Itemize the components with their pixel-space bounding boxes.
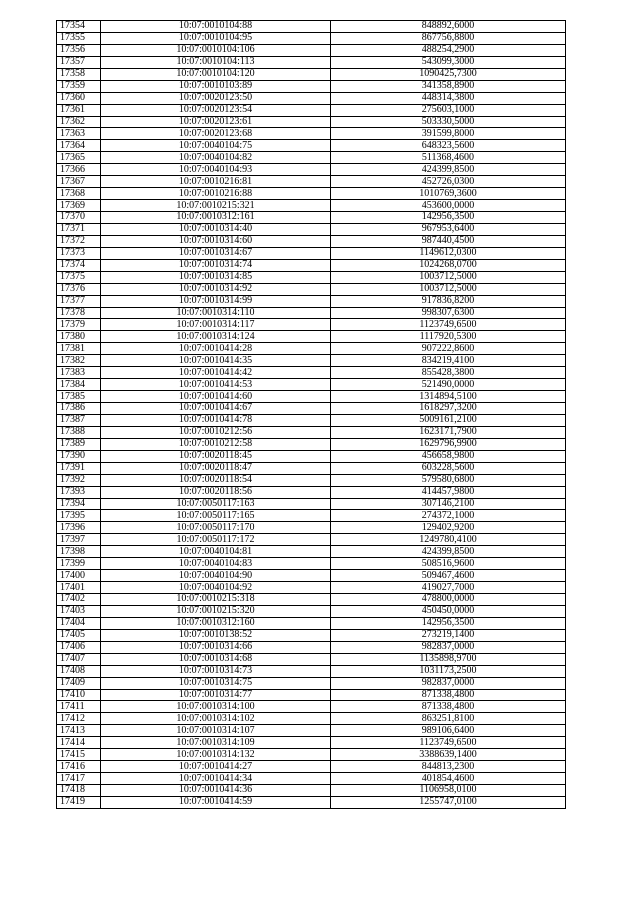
table-row — [57, 510, 566, 522]
row-number-cell: 17402 — [57, 594, 101, 606]
value-cell: 456658,9800 — [331, 450, 566, 462]
value-cell: 511368,4600 — [331, 152, 566, 164]
row-number-cell: 17398 — [57, 546, 101, 558]
table-row — [57, 44, 566, 56]
value-cell: 424399,8500 — [331, 164, 566, 176]
value-cell: 273219,1400 — [331, 629, 566, 641]
table-row — [57, 271, 566, 283]
table-row — [57, 32, 566, 44]
row-number-cell: 17384 — [57, 379, 101, 391]
table-row — [57, 677, 566, 689]
row-number-cell: 17370 — [57, 212, 101, 224]
row-number-cell: 17397 — [57, 534, 101, 546]
cadastral-number-cell: 10:07:0010212:56 — [101, 426, 331, 438]
cadastral-number-cell: 10:07:0010215:321 — [101, 200, 331, 212]
value-cell: 998307,6300 — [331, 307, 566, 319]
cadastral-number-cell: 10:07:0040104:93 — [101, 164, 331, 176]
value-cell: 488254,2900 — [331, 44, 566, 56]
value-cell: 987440,4500 — [331, 235, 566, 247]
cadastral-number-cell: 10:07:0010314:117 — [101, 319, 331, 331]
cadastral-number-cell: 10:07:0020118:47 — [101, 462, 331, 474]
cadastral-number-cell: 10:07:0010414:53 — [101, 379, 331, 391]
table-row — [57, 785, 566, 797]
cadastral-number-cell: 10:07:0010414:59 — [101, 796, 331, 808]
row-number-cell: 17407 — [57, 653, 101, 665]
value-cell: 401854,4600 — [331, 773, 566, 785]
value-cell: 307146,2100 — [331, 498, 566, 510]
table-row — [57, 773, 566, 785]
value-cell: 1123749,6500 — [331, 737, 566, 749]
row-number-cell: 17412 — [57, 713, 101, 725]
value-cell: 3388639,1400 — [331, 749, 566, 761]
value-cell: 855428,3800 — [331, 367, 566, 379]
cadastral-number-cell: 10:07:0010314:110 — [101, 307, 331, 319]
value-cell: 1090425,7300 — [331, 68, 566, 80]
table-row — [57, 713, 566, 725]
table-row — [57, 534, 566, 546]
row-number-cell: 17364 — [57, 140, 101, 152]
value-cell: 129402,9200 — [331, 522, 566, 534]
cadastral-number-cell: 10:07:0020123:61 — [101, 116, 331, 128]
row-number-cell: 17393 — [57, 486, 101, 498]
cadastral-number-cell: 10:07:0020118:45 — [101, 450, 331, 462]
table-row — [57, 307, 566, 319]
cadastral-number-cell: 10:07:0040104:81 — [101, 546, 331, 558]
value-cell: 142956,3500 — [331, 617, 566, 629]
value-cell: 1031173,2500 — [331, 665, 566, 677]
cadastral-number-cell: 10:07:0050117:165 — [101, 510, 331, 522]
value-cell: 142956,3500 — [331, 212, 566, 224]
cadastral-number-cell: 10:07:0020123:50 — [101, 92, 331, 104]
row-number-cell: 17388 — [57, 426, 101, 438]
value-cell: 844813,2300 — [331, 761, 566, 773]
value-cell: 982837,0000 — [331, 641, 566, 653]
row-number-cell: 17354 — [57, 21, 101, 33]
value-cell: 453600,0000 — [331, 200, 566, 212]
value-cell: 414457,9800 — [331, 486, 566, 498]
table-row — [57, 474, 566, 486]
row-number-cell: 17356 — [57, 44, 101, 56]
row-number-cell: 17406 — [57, 641, 101, 653]
row-number-cell: 17401 — [57, 582, 101, 594]
cadastral-number-cell: 10:07:0050117:170 — [101, 522, 331, 534]
table-row — [57, 140, 566, 152]
table-row — [57, 247, 566, 259]
cadastral-number-cell: 10:07:0010314:107 — [101, 725, 331, 737]
row-number-cell: 17403 — [57, 605, 101, 617]
table-row — [57, 80, 566, 92]
value-cell: 1249780,4100 — [331, 534, 566, 546]
value-cell: 503330,5000 — [331, 116, 566, 128]
row-number-cell: 17395 — [57, 510, 101, 522]
value-cell: 1629796,9900 — [331, 438, 566, 450]
value-cell: 1024268,0700 — [331, 259, 566, 271]
value-cell: 274372,1000 — [331, 510, 566, 522]
table-row — [57, 558, 566, 570]
row-number-cell: 17371 — [57, 223, 101, 235]
value-cell: 1623171,7900 — [331, 426, 566, 438]
row-number-cell: 17385 — [57, 391, 101, 403]
table-row — [57, 355, 566, 367]
value-cell: 1255747,0100 — [331, 796, 566, 808]
value-cell: 1010769,3600 — [331, 188, 566, 200]
value-cell: 871338,4800 — [331, 689, 566, 701]
row-number-cell: 17392 — [57, 474, 101, 486]
row-number-cell: 17359 — [57, 80, 101, 92]
table-row — [57, 367, 566, 379]
value-cell: 521490,0000 — [331, 379, 566, 391]
table-row — [57, 546, 566, 558]
cadastral-number-cell: 10:07:0010414:78 — [101, 414, 331, 426]
table-row — [57, 403, 566, 415]
row-number-cell: 17380 — [57, 331, 101, 343]
value-cell: 341358,8900 — [331, 80, 566, 92]
cadastral-number-cell: 10:07:0010314:60 — [101, 235, 331, 247]
table-body — [57, 21, 566, 809]
table-row — [57, 212, 566, 224]
value-cell: 478800,0000 — [331, 594, 566, 606]
table-row — [57, 653, 566, 665]
table-row — [57, 761, 566, 773]
row-number-cell: 17379 — [57, 319, 101, 331]
value-cell: 603228,5600 — [331, 462, 566, 474]
table-row — [57, 450, 566, 462]
row-number-cell: 17417 — [57, 773, 101, 785]
row-number-cell: 17355 — [57, 32, 101, 44]
value-cell: 391599,8000 — [331, 128, 566, 140]
row-number-cell: 17405 — [57, 629, 101, 641]
table-row — [57, 343, 566, 355]
table-row — [57, 665, 566, 677]
table-row — [57, 104, 566, 116]
row-number-cell: 17358 — [57, 68, 101, 80]
cadastral-number-cell: 10:07:0010314:85 — [101, 271, 331, 283]
table-row — [57, 689, 566, 701]
row-number-cell: 17408 — [57, 665, 101, 677]
value-cell: 863251,8100 — [331, 713, 566, 725]
cadastral-number-cell: 10:07:0010414:36 — [101, 785, 331, 797]
row-number-cell: 17375 — [57, 271, 101, 283]
row-number-cell: 17372 — [57, 235, 101, 247]
value-cell: 1106958,0100 — [331, 785, 566, 797]
table-row — [57, 379, 566, 391]
table-row — [57, 235, 566, 247]
table-row — [57, 200, 566, 212]
row-number-cell: 17409 — [57, 677, 101, 689]
cadastral-number-cell: 10:07:0010314:99 — [101, 295, 331, 307]
value-cell: 1314894,5100 — [331, 391, 566, 403]
cadastral-number-cell: 10:07:0010216:88 — [101, 188, 331, 200]
row-number-cell: 17365 — [57, 152, 101, 164]
cadastral-number-cell: 10:07:0020123:68 — [101, 128, 331, 140]
cadastral-number-cell: 10:07:0010414:60 — [101, 391, 331, 403]
table-row — [57, 223, 566, 235]
value-cell: 989106,6400 — [331, 725, 566, 737]
value-cell: 5009161,2100 — [331, 414, 566, 426]
row-number-cell: 17400 — [57, 570, 101, 582]
table-row — [57, 570, 566, 582]
value-cell: 452726,0300 — [331, 176, 566, 188]
cadastral-number-cell: 10:07:0010215:318 — [101, 594, 331, 606]
table-row — [57, 594, 566, 606]
cadastral-number-cell: 10:07:0010314:100 — [101, 701, 331, 713]
value-cell: 1003712,5000 — [331, 283, 566, 295]
cadastral-number-cell: 10:07:0010104:120 — [101, 68, 331, 80]
table-row — [57, 188, 566, 200]
value-cell: 1123749,6500 — [331, 319, 566, 331]
cadastral-number-cell: 10:07:0010314:92 — [101, 283, 331, 295]
table-row — [57, 582, 566, 594]
cadastral-number-cell: 10:07:0010414:28 — [101, 343, 331, 355]
cadastral-number-cell: 10:07:0010138:52 — [101, 629, 331, 641]
cadastral-number-cell: 10:07:0010312:161 — [101, 212, 331, 224]
value-cell: 648323,5600 — [331, 140, 566, 152]
row-number-cell: 17394 — [57, 498, 101, 510]
cadastral-number-cell: 10:07:0010215:320 — [101, 605, 331, 617]
table-row — [57, 92, 566, 104]
value-cell: 982837,0000 — [331, 677, 566, 689]
row-number-cell: 17381 — [57, 343, 101, 355]
cadastral-number-cell: 10:07:0010314:124 — [101, 331, 331, 343]
table-row — [57, 56, 566, 68]
cadastral-number-cell: 10:07:0010314:68 — [101, 653, 331, 665]
cadastral-value-table — [56, 20, 566, 809]
cadastral-number-cell: 10:07:0050117:172 — [101, 534, 331, 546]
row-number-cell: 17376 — [57, 283, 101, 295]
cadastral-number-cell: 10:07:0010104:106 — [101, 44, 331, 56]
table-row — [57, 319, 566, 331]
cadastral-number-cell: 10:07:0010314:102 — [101, 713, 331, 725]
cadastral-number-cell: 10:07:0010104:95 — [101, 32, 331, 44]
row-number-cell: 17373 — [57, 247, 101, 259]
row-number-cell: 17416 — [57, 761, 101, 773]
row-number-cell: 17386 — [57, 403, 101, 415]
row-number-cell: 17413 — [57, 725, 101, 737]
value-cell: 834219,4100 — [331, 355, 566, 367]
table-row — [57, 176, 566, 188]
cadastral-number-cell: 10:07:0010314:132 — [101, 749, 331, 761]
row-number-cell: 17357 — [57, 56, 101, 68]
table-row — [57, 283, 566, 295]
row-number-cell: 17367 — [57, 176, 101, 188]
row-number-cell: 17374 — [57, 259, 101, 271]
value-cell: 509467,4600 — [331, 570, 566, 582]
row-number-cell: 17363 — [57, 128, 101, 140]
row-number-cell: 17414 — [57, 737, 101, 749]
cadastral-number-cell: 10:07:0040104:83 — [101, 558, 331, 570]
value-cell: 424399,8500 — [331, 546, 566, 558]
row-number-cell: 17377 — [57, 295, 101, 307]
value-cell: 1149612,0300 — [331, 247, 566, 259]
table-row — [57, 68, 566, 80]
table-row — [57, 462, 566, 474]
cadastral-number-cell: 10:07:0050117:163 — [101, 498, 331, 510]
cadastral-number-cell: 10:07:0010103:89 — [101, 80, 331, 92]
cadastral-number-cell: 10:07:0040104:92 — [101, 582, 331, 594]
table-row — [57, 116, 566, 128]
cadastral-number-cell: 10:07:0010314:77 — [101, 689, 331, 701]
row-number-cell: 17396 — [57, 522, 101, 534]
cadastral-number-cell: 10:07:0010314:66 — [101, 641, 331, 653]
table-row — [57, 725, 566, 737]
table-row — [57, 701, 566, 713]
table-row — [57, 164, 566, 176]
table-row — [57, 259, 566, 271]
row-number-cell: 17389 — [57, 438, 101, 450]
row-number-cell: 17387 — [57, 414, 101, 426]
table-row — [57, 426, 566, 438]
row-number-cell: 17410 — [57, 689, 101, 701]
value-cell: 543099,3000 — [331, 56, 566, 68]
row-number-cell: 17361 — [57, 104, 101, 116]
cadastral-number-cell: 10:07:0010314:109 — [101, 737, 331, 749]
row-number-cell: 17411 — [57, 701, 101, 713]
row-number-cell: 17383 — [57, 367, 101, 379]
table-row — [57, 21, 566, 33]
row-number-cell: 17369 — [57, 200, 101, 212]
row-number-cell: 17399 — [57, 558, 101, 570]
cadastral-number-cell: 10:07:0010414:27 — [101, 761, 331, 773]
value-cell: 967953,6400 — [331, 223, 566, 235]
cadastral-number-cell: 10:07:0010104:113 — [101, 56, 331, 68]
cadastral-number-cell: 10:07:0010314:67 — [101, 247, 331, 259]
table-row — [57, 438, 566, 450]
value-cell: 1117920,5300 — [331, 331, 566, 343]
cadastral-number-cell: 10:07:0040104:90 — [101, 570, 331, 582]
cadastral-number-cell: 10:07:0010314:74 — [101, 259, 331, 271]
value-cell: 450450,0000 — [331, 605, 566, 617]
table-row — [57, 522, 566, 534]
cadastral-number-cell: 10:07:0010414:34 — [101, 773, 331, 785]
cadastral-number-cell: 10:07:0040104:75 — [101, 140, 331, 152]
row-number-cell: 17391 — [57, 462, 101, 474]
value-cell: 871338,4800 — [331, 701, 566, 713]
cadastral-number-cell: 10:07:0010414:67 — [101, 403, 331, 415]
cadastral-number-cell: 10:07:0020118:54 — [101, 474, 331, 486]
value-cell: 867756,8800 — [331, 32, 566, 44]
table-row — [57, 128, 566, 140]
row-number-cell: 17362 — [57, 116, 101, 128]
value-cell: 907222,8600 — [331, 343, 566, 355]
row-number-cell: 17404 — [57, 617, 101, 629]
cadastral-number-cell: 10:07:0020123:54 — [101, 104, 331, 116]
table-row — [57, 796, 566, 808]
value-cell: 848892,6000 — [331, 21, 566, 33]
cadastral-number-cell: 10:07:0010314:73 — [101, 665, 331, 677]
cadastral-number-cell: 10:07:0010314:40 — [101, 223, 331, 235]
cadastral-number-cell: 10:07:0020118:56 — [101, 486, 331, 498]
table-row — [57, 605, 566, 617]
cadastral-number-cell: 10:07:0010216:81 — [101, 176, 331, 188]
value-cell: 508516,9600 — [331, 558, 566, 570]
table-row — [57, 641, 566, 653]
row-number-cell: 17360 — [57, 92, 101, 104]
table-row — [57, 486, 566, 498]
row-number-cell: 17418 — [57, 785, 101, 797]
cadastral-number-cell: 10:07:0010212:58 — [101, 438, 331, 450]
cadastral-number-cell: 10:07:0010414:42 — [101, 367, 331, 379]
row-number-cell: 17382 — [57, 355, 101, 367]
cadastral-number-cell: 10:07:0040104:82 — [101, 152, 331, 164]
row-number-cell: 17378 — [57, 307, 101, 319]
row-number-cell: 17415 — [57, 749, 101, 761]
table-row — [57, 295, 566, 307]
table-row — [57, 152, 566, 164]
row-number-cell: 17390 — [57, 450, 101, 462]
cadastral-number-cell: 10:07:0010314:75 — [101, 677, 331, 689]
table-row — [57, 414, 566, 426]
cadastral-number-cell: 10:07:0010312:160 — [101, 617, 331, 629]
value-cell: 448314,3800 — [331, 92, 566, 104]
cadastral-number-cell: 10:07:0010414:35 — [101, 355, 331, 367]
table-row — [57, 629, 566, 641]
value-cell: 579580,6800 — [331, 474, 566, 486]
row-number-cell: 17366 — [57, 164, 101, 176]
value-cell: 917836,8200 — [331, 295, 566, 307]
table-row — [57, 617, 566, 629]
table-row — [57, 737, 566, 749]
value-cell: 1135898,9700 — [331, 653, 566, 665]
table-row — [57, 498, 566, 510]
row-number-cell: 17368 — [57, 188, 101, 200]
table-row — [57, 331, 566, 343]
row-number-cell: 17419 — [57, 796, 101, 808]
value-cell: 1618297,3200 — [331, 403, 566, 415]
table-row — [57, 749, 566, 761]
value-cell: 275603,1000 — [331, 104, 566, 116]
cadastral-number-cell: 10:07:0010104:88 — [101, 21, 331, 33]
table-row — [57, 391, 566, 403]
value-cell: 419027,7000 — [331, 582, 566, 594]
value-cell: 1003712,5000 — [331, 271, 566, 283]
